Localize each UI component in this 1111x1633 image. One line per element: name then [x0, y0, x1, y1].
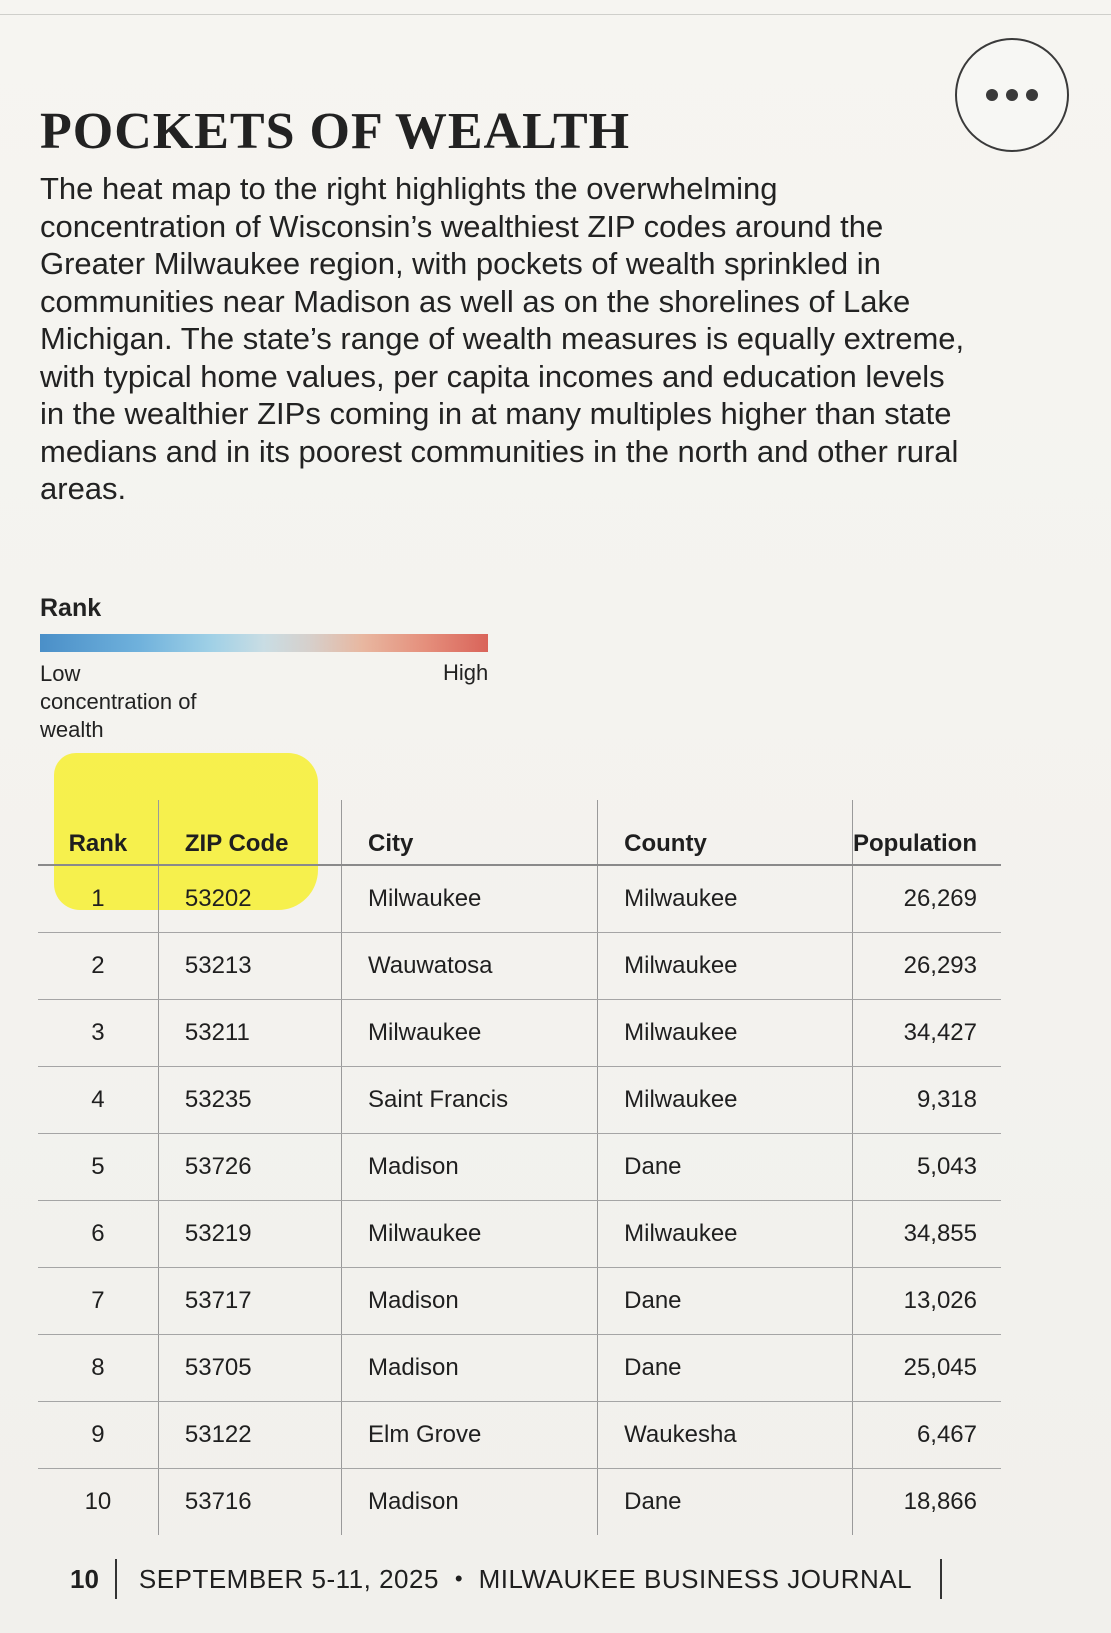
cell-county: Waukesha	[598, 1402, 853, 1469]
header-zip-code: ZIP Code	[158, 800, 341, 865]
table-row	[38, 1268, 1001, 1335]
cell-rank: 5	[38, 1134, 158, 1201]
table-row	[38, 1402, 1001, 1469]
cell-population: 13,026	[853, 1268, 1001, 1335]
header-rank: Rank	[38, 800, 158, 865]
cell-population: 25,045	[853, 1335, 1001, 1402]
cell-zip-code: 53705	[158, 1335, 341, 1402]
table-row	[38, 1000, 1001, 1067]
footer-page-number: 10	[70, 1563, 99, 1594]
headline: POCKETS OF WEALTH	[40, 103, 631, 160]
cell-rank: 6	[38, 1201, 158, 1268]
cell-zip-code: 53213	[158, 933, 341, 1000]
cell-population: 18,866	[853, 1469, 1001, 1536]
table-body	[38, 865, 1001, 1535]
cell-zip-code: 53717	[158, 1268, 341, 1335]
cell-city: Saint Francis	[342, 1067, 598, 1134]
cell-city: Milwaukee	[342, 865, 598, 933]
cell-population: 26,269	[853, 865, 1001, 933]
intro-paragraph: The heat map to the right highlights the overwhelming concentration of Wisconsin’s wealthiest ZIP codes around the Greater Milwaukee region, with pockets of wealth sprinkled in communities near Madison as well as on the shorelines of Lake Michigan. The state’s range of wealth measures is equally extreme, with typical home values, per capita incomes and education levels in the wealthier ZIPs coming in at many multiples higher than state medians and in its poorest communities in the north and other rural areas.	[40, 171, 965, 506]
cell-population: 26,293	[853, 933, 1001, 1000]
footer-divider	[115, 1559, 117, 1599]
cell-city: Madison	[342, 1469, 598, 1536]
table-row	[38, 1067, 1001, 1134]
cell-county: Dane	[598, 1134, 853, 1201]
table-row	[38, 1335, 1001, 1402]
table-header-row	[38, 800, 1001, 865]
cell-zip-code: 53202	[158, 865, 341, 933]
table-row	[38, 1469, 1001, 1536]
cell-rank: 8	[38, 1335, 158, 1402]
legend-color-bar	[40, 634, 488, 652]
cell-county: Milwaukee	[598, 1000, 853, 1067]
table-row	[38, 1134, 1001, 1201]
top-rule	[0, 14, 1111, 15]
cell-rank: 2	[38, 933, 158, 1000]
cell-county: Milwaukee	[598, 933, 853, 1000]
cell-city: Elm Grove	[342, 1402, 598, 1469]
cell-population: 6,467	[853, 1402, 1001, 1469]
cell-city: Milwaukee	[342, 1201, 598, 1268]
footer-publication: MILWAUKEE BUSINESS JOURNAL	[478, 1563, 913, 1594]
footer-end-rule	[940, 1559, 942, 1599]
table-row	[38, 1201, 1001, 1268]
cell-population: 9,318	[853, 1067, 1001, 1134]
cell-county: Milwaukee	[598, 865, 853, 933]
cell-rank: 1	[38, 865, 158, 933]
legend-low-label: Low concentration of wealth	[40, 661, 197, 742]
table-row	[38, 865, 1001, 933]
cell-city: Wauwatosa	[342, 933, 598, 1000]
cell-rank: 7	[38, 1268, 158, 1335]
header-city: City	[342, 800, 598, 865]
cell-city: Milwaukee	[342, 1000, 598, 1067]
cell-population: 34,427	[853, 1000, 1001, 1067]
cell-county: Dane	[598, 1335, 853, 1402]
more-dots-icon	[986, 89, 1038, 101]
cell-county: Milwaukee	[598, 1067, 853, 1134]
cell-rank: 9	[38, 1402, 158, 1469]
cell-zip-code: 53716	[158, 1469, 341, 1536]
cell-population: 34,855	[853, 1201, 1001, 1268]
footer-bullet: •	[454, 1566, 463, 1591]
cell-zip-code: 53211	[158, 1000, 341, 1067]
cell-rank: 4	[38, 1067, 158, 1134]
wealth-ranking-table	[38, 800, 1001, 1535]
cell-zip-code: 53235	[158, 1067, 341, 1134]
header-population: Population	[853, 800, 1001, 865]
legend-high-label: High	[443, 660, 489, 685]
cell-zip-code: 53219	[158, 1201, 341, 1268]
cell-population: 5,043	[853, 1134, 1001, 1201]
legend-title: Rank	[40, 594, 102, 622]
cell-city: Madison	[342, 1268, 598, 1335]
footer-date: SEPTEMBER 5-11, 2025	[138, 1563, 439, 1594]
table-row	[38, 933, 1001, 1000]
cell-county: Dane	[598, 1268, 853, 1335]
cell-county: Milwaukee	[598, 1201, 853, 1268]
page-footer	[70, 1556, 942, 1602]
cell-city: Madison	[342, 1335, 598, 1402]
header-county: County	[598, 800, 853, 865]
more-options-button[interactable]	[955, 38, 1069, 152]
cell-rank: 10	[84, 1488, 112, 1515]
cell-city: Madison	[342, 1134, 598, 1201]
cell-county: Dane	[598, 1469, 853, 1536]
cell-zip-code: 53122	[158, 1402, 341, 1469]
cell-rank: 3	[38, 1000, 158, 1067]
cell-zip-code: 53726	[158, 1134, 341, 1201]
